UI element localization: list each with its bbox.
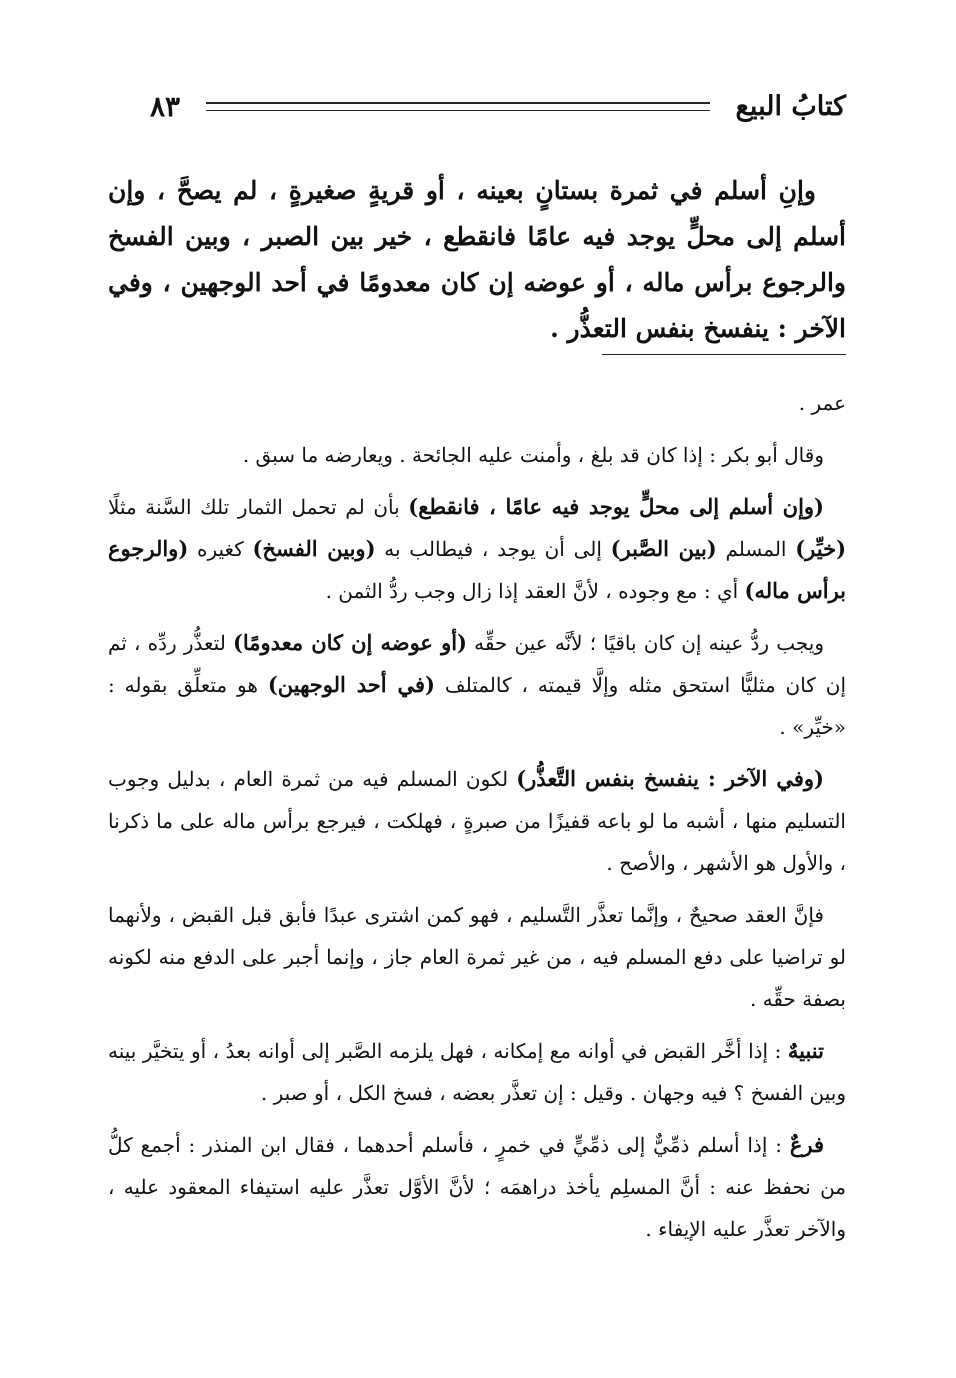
page-number: ٨٣ (150, 89, 181, 123)
commentary-paragraph (108, 1124, 846, 1250)
commentary-text: وقال أبو بكر : إذا كان قد بلغ ، وأمنت عليه الجائحة . ويعارضه ما سبق . (242, 443, 824, 467)
matn-quote: (أو عوضه إن كان معدومًا) (232, 630, 467, 655)
commentary-paragraph (108, 758, 846, 884)
book-title: كتابُ البيع (735, 90, 846, 122)
commentary-text: أي : مع وجوده ، لأنَّ العقد إذا زال وجب ردُّ الثمن . (325, 579, 745, 603)
matn-quote: (وإن أسلم إلى محلٍّ يوجد فيه عامًا ، فانقطع) (408, 494, 824, 519)
matn-quote: (بين الصَّبر) (610, 536, 717, 561)
commentary-text: لتعذُّر ردِّه ، ثم إن كان مثليًّا استحق مثله وإلَّا قيمته ، كالمتلف (108, 631, 846, 697)
commentary-paragraph (108, 486, 846, 612)
page-header (150, 86, 846, 126)
commentary-text: ويجب ردُّ عينه إن كان باقيًا ؛ لأنَّه عين حقِّه (467, 631, 825, 655)
commentary (108, 382, 846, 1260)
commentary-paragraph (108, 894, 846, 1020)
branch-heading: فرعٌ (789, 1132, 824, 1157)
matn-text: وإنِ أسلم في ثمرة بستانٍ بعينه ، أو قريةٍ صغيرةٍ ، لم يصحَّ ، وإن أسلم إلى محلٍّ يوجد فيه عامًا فانقطع ، خير بين الصبر ، وبين الفسخ والرجوع برأس ماله ، أو عوضه إن كان معدومًا في أحد الوجهين ، وفي الآخر : ينفسخ بنفس التعذُّر . (108, 176, 846, 343)
commentary-text: إلى أن يوجد ، فيطالب به (375, 537, 611, 561)
commentary-paragraph (108, 434, 846, 476)
commentary-paragraph (108, 622, 846, 748)
commentary-paragraph (108, 1030, 846, 1114)
commentary-text: : إذا أخَّر القبض في أوانه مع إمكانه ، فهل يلزمه الصَّبر إلى أوانه بعدُ ، أو يتخيَّر بينه وبين الفسخ ؟ فيه وجهان . وقيل : إن تعذَّر بعضه ، فسخ الكل ، أو صبر . (108, 1039, 846, 1105)
matn-quote: (وبين الفسخ) (252, 536, 376, 561)
commentary-text: المسلم (716, 537, 796, 561)
commentary-text: هو متعلِّق بقوله : «خيِّر» . (108, 673, 846, 739)
commentary-paragraph (108, 382, 846, 424)
commentary-text: كغيره (188, 537, 253, 561)
matn-quote: (وفي الآخر : ينفسخ بنفس التَّعذُّر) (516, 766, 824, 791)
matn-quote: (والرجوع برأس ماله) (108, 536, 846, 603)
note-heading: تنبيهٌ (787, 1038, 824, 1063)
commentary-text: بأن لم تحمل الثمار تلك السَّنة مثلًا (108, 495, 409, 519)
matn-quote: (خيِّر) (795, 536, 847, 561)
commentary-text: فإنَّ العقد صحيحٌ ، وإنَّما تعذَّر التَّسليم ، فهو كمن اشترى عبدًا فأبق قبل القبض ، ولأنهما لو تراضيا على دفع المسلم فيه ، من غير ثمرة العام جاز ، وإنما أجبر على الدفع منه لكونه بصفة حقِّه . (108, 903, 846, 1011)
commentary-text: لكون المسلم فيه من ثمرة العام ، بدليل وجوب التسليم منها ، أشبه ما لو باعه قفيزًا من صبرةٍ ، فهلكت ، فيرجع برأس ماله على ما ذكرنا ، والأول هو الأشهر ، والأصح . (108, 767, 846, 875)
commentary-text: : إذا أسلم ذمِّيٌّ إلى ذمِّيٍّ في خمرٍ ، فأسلم أحدهما ، فقال ابن المنذر : أجمع كلُّ من نحفظ عنه : أنَّ المسلِم يأخذ دراهمَه ؛ لأنَّ الأوَّل تعذَّر عليه استيفاء المعقود عليه ، والآخر تعذَّر عليه الإيفاء . (108, 1133, 846, 1241)
footnote-separator (602, 354, 846, 355)
header-rule (206, 102, 709, 111)
commentary-text: عمر . (798, 391, 846, 415)
matn-quote: (في أحد الوجهين) (267, 672, 435, 697)
